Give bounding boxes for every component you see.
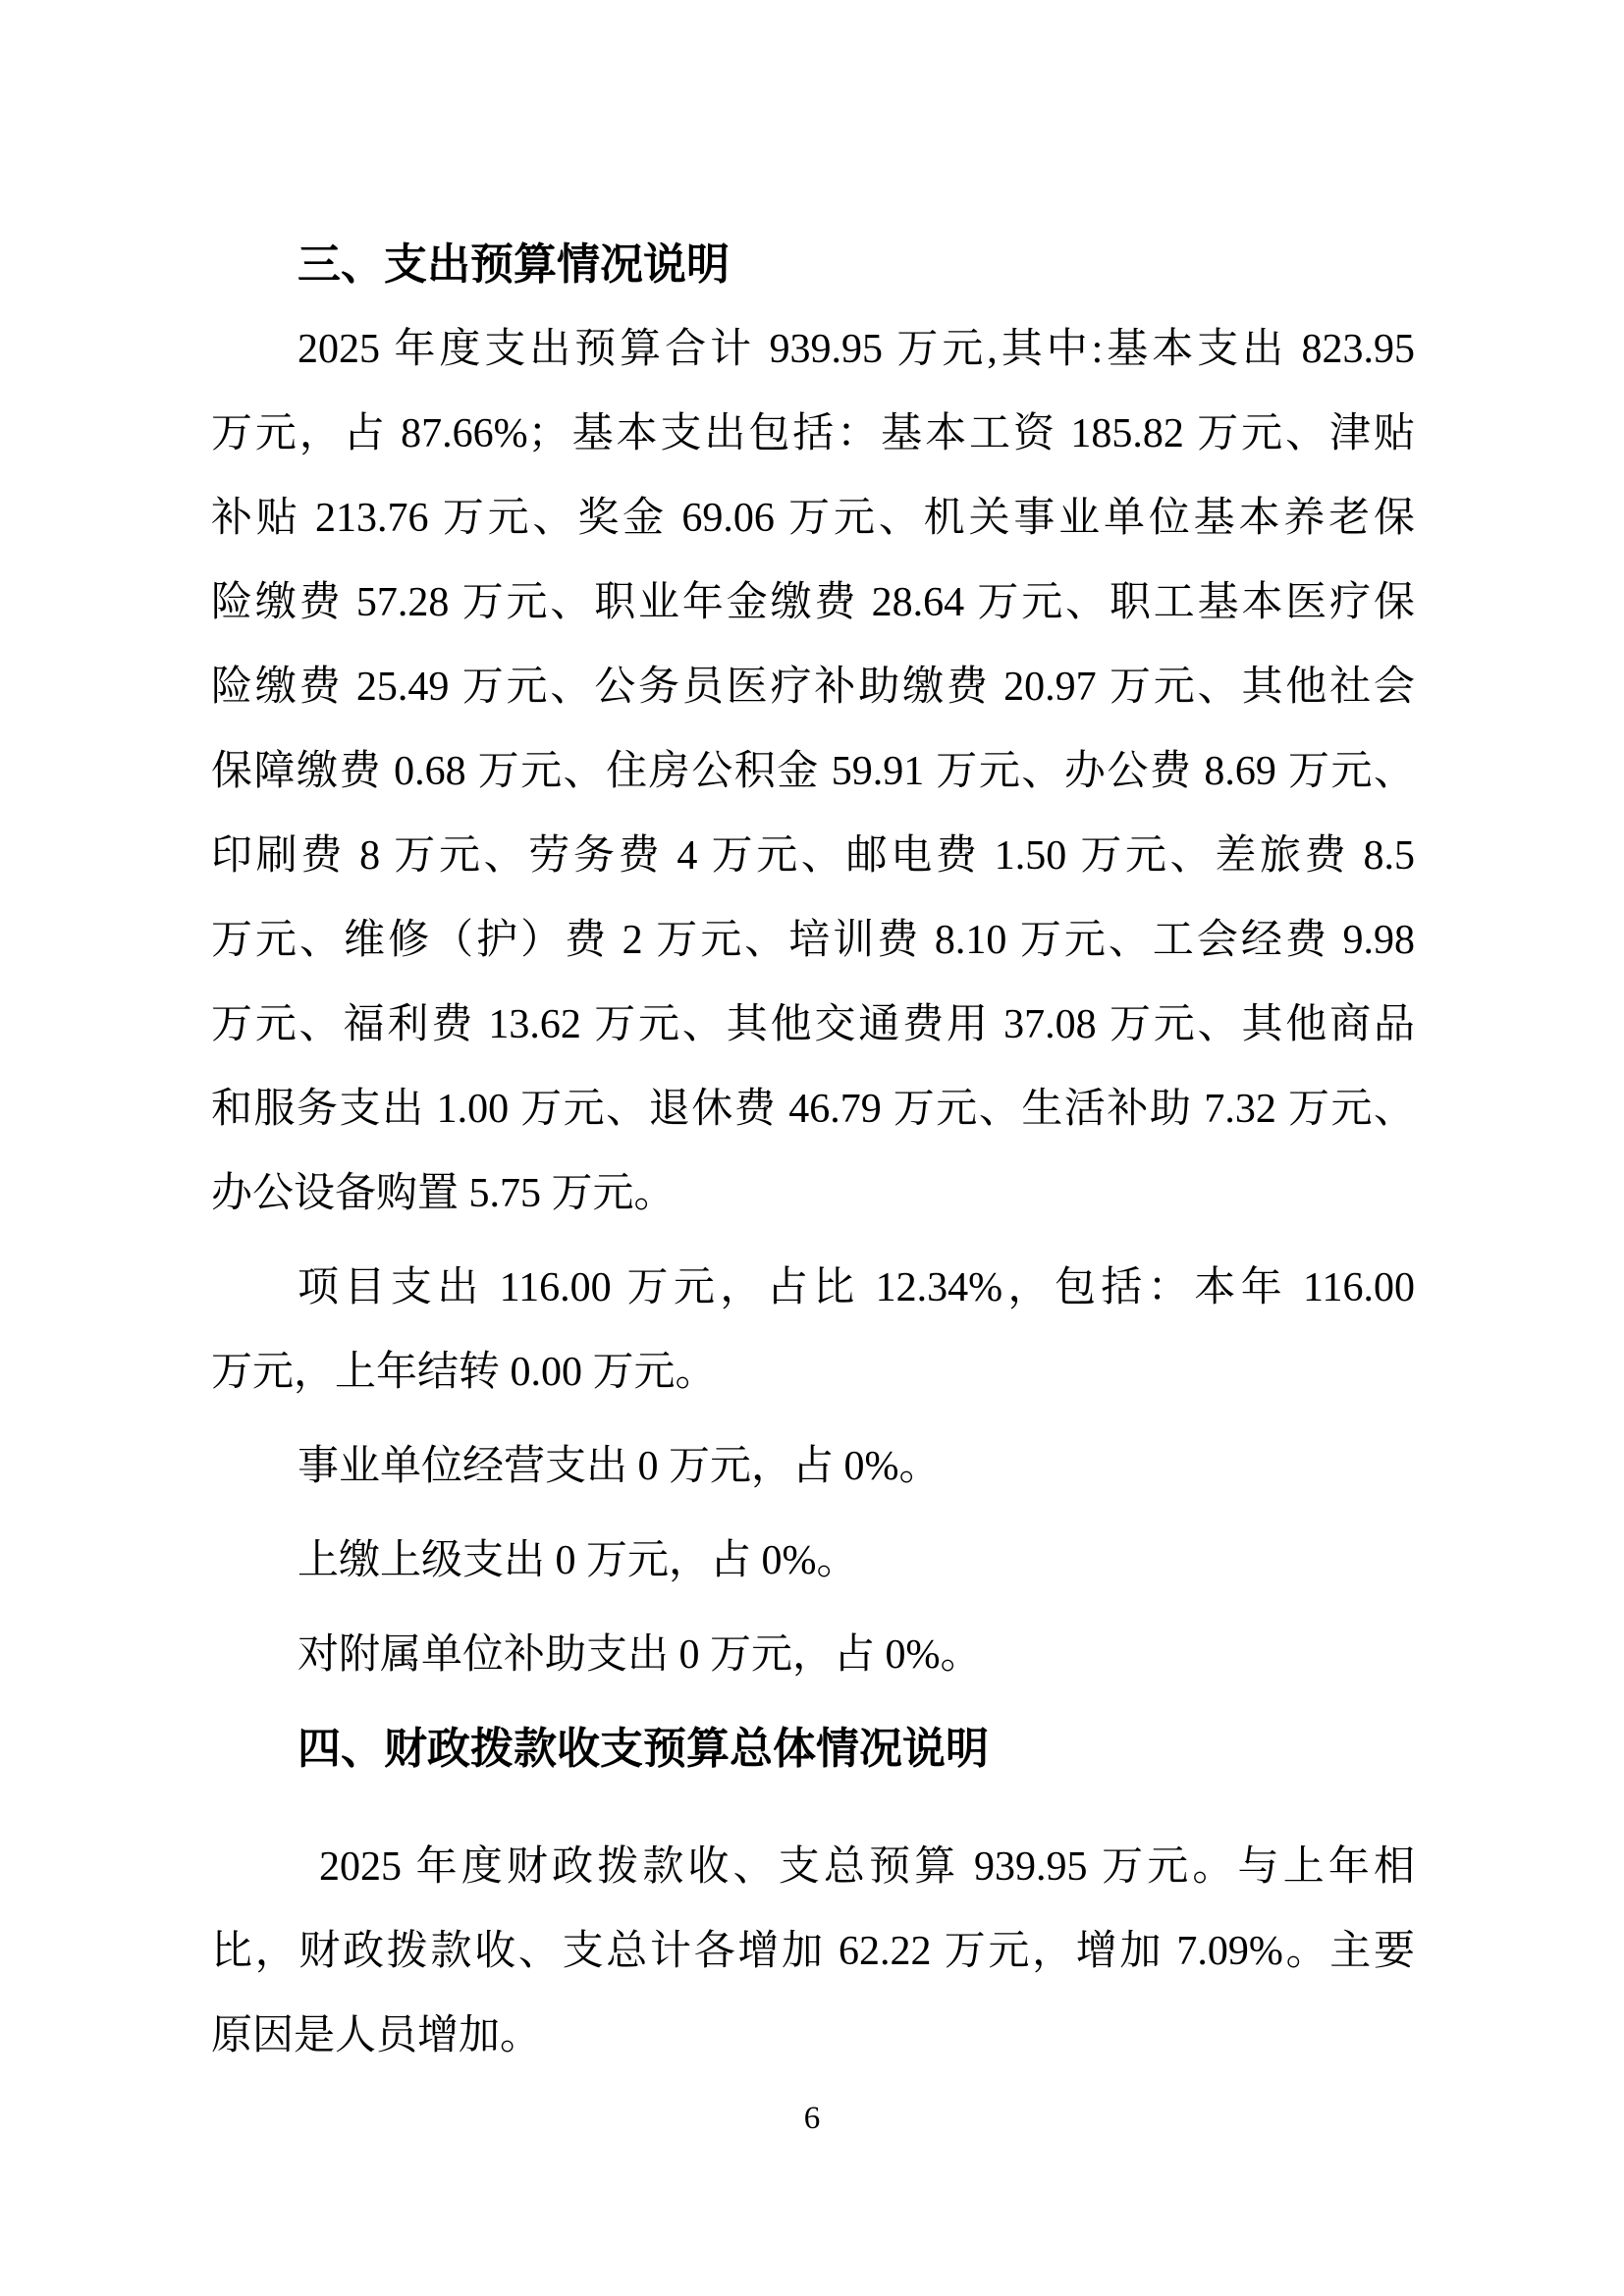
section xyxy=(211,223,1415,1697)
text-line: 事业单位经营支出 0 万元，占 0%。 xyxy=(298,1444,941,1489)
text-line: 比，财政拨款收、支总计各增加 62.22 万元，增加 7.09%。主要 xyxy=(211,1929,1415,1974)
page-number: 6 xyxy=(803,2101,821,2136)
paragraph xyxy=(211,1246,1415,1415)
text-line: 险缴费 57.28 万元、职业年金缴费 28.64 万元、职工基本医疗保 xyxy=(211,580,1415,625)
text-line: 办公设备购置 5.75 万元。 xyxy=(211,1171,676,1216)
paragraph xyxy=(211,1825,1415,2078)
text-line: 印刷费 8 万元、劳务费 4 万元、邮电费 1.50 万元、差旅费 8.5 xyxy=(211,833,1415,879)
text-line: 2025 年度支出预算合计 939.95 万元,其中:基本支出 823.95 xyxy=(298,327,1415,372)
text-line: 万元，占 87.66%；基本支出包括：基本工资 185.82 万元、津贴 xyxy=(211,411,1415,456)
section xyxy=(211,1707,1415,2078)
section-heading: 三、支出预算情况说明 xyxy=(298,240,730,289)
text-line: 对附属单位补助支出 0 万元，占 0%。 xyxy=(298,1632,982,1678)
section-heading: 四、财政拨款收支预算总体情况说明 xyxy=(298,1725,989,1773)
text-line: 万元、维修（护）费 2 万元、培训费 8.10 万元、工会经费 9.98 xyxy=(211,918,1415,963)
text-line: 和服务支出 1.00 万元、退休费 46.79 万元、生活补助 7.32 万元、 xyxy=(211,1087,1415,1132)
paragraph xyxy=(211,1613,1415,1697)
text-line: 原因是人员增加。 xyxy=(211,2013,542,2058)
paragraph xyxy=(211,1519,1415,1603)
text-line: 万元、福利费 13.62 万元、其他交通费用 37.08 万元、其他商品 xyxy=(211,1002,1415,1047)
text-line: 保障缴费 0.68 万元、住房公积金 59.91 万元、办公费 8.69 万元、 xyxy=(211,749,1415,794)
text-line: 险缴费 25.49 万元、公务员医疗补助缴费 20.97 万元、其他社会 xyxy=(211,665,1415,710)
text-line: 上缴上级支出 0 万元，占 0%。 xyxy=(298,1538,858,1583)
paragraph xyxy=(211,1424,1415,1509)
document-body xyxy=(211,223,1415,2078)
text-line: 万元，上年结转 0.00 万元。 xyxy=(211,1350,717,1395)
text-line: 2025 年度财政拨款收、支总预算 939.95 万元。与上年相 xyxy=(319,1844,1415,1890)
text-line: 补贴 213.76 万元、奖金 69.06 万元、机关事业单位基本养老保 xyxy=(211,496,1415,541)
paragraph xyxy=(211,307,1415,1236)
text-line: 项目支出 116.00 万元，占比 12.34%，包括：本年 116.00 xyxy=(298,1265,1415,1310)
